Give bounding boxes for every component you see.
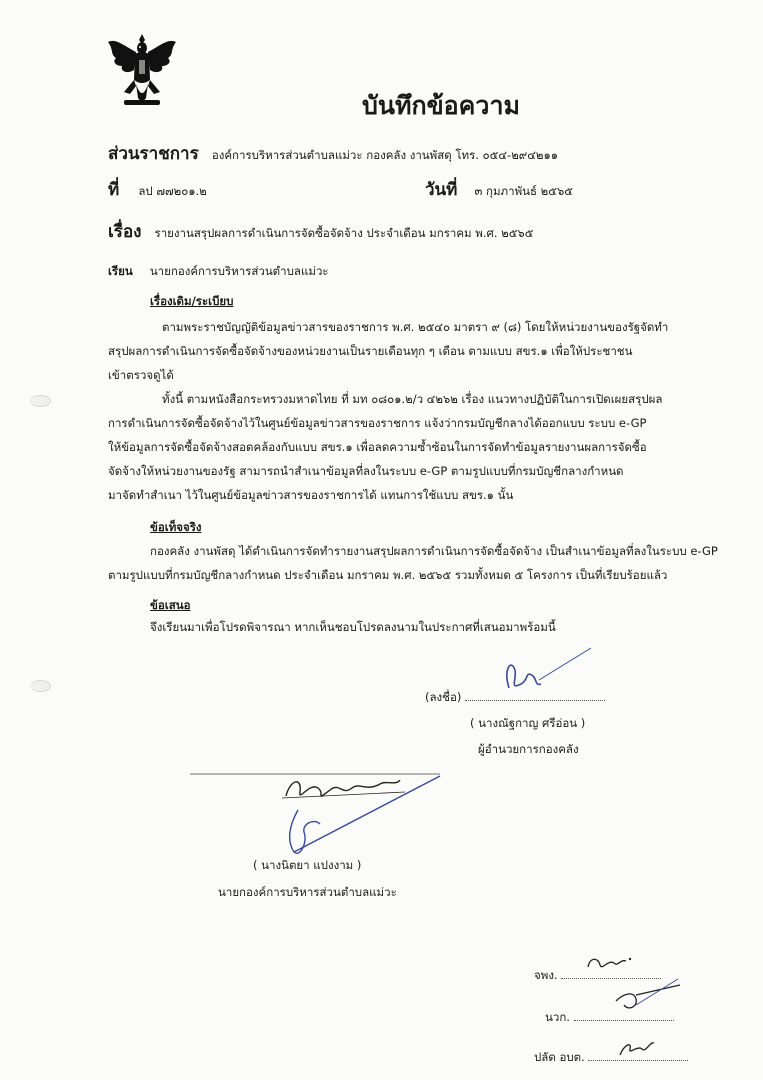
facts-line: กองคลัง งานพัสดุ ได้ดำเนินการจัดทำรายงานสรุปผลการดำเนินการจัดซื้อจัดจ้าง เป็นสำเนาข้อมูลที่ลงในระบบ e-GP	[150, 544, 718, 558]
routing-initials-icon	[580, 945, 700, 1070]
to-label: เรียน	[108, 264, 133, 278]
approver-signature-icon	[190, 762, 450, 872]
background-line: มาจัดทำสำเนา ไว้ในศูนย์ข้อมูลข่าวสารของราชการได้ แทนการใช้แบบ สขร.๑ นั้น	[108, 488, 514, 502]
to-row	[108, 260, 329, 281]
garuda-emblem-icon	[106, 32, 178, 110]
background-line: ทั้งนี้ ตามหนังสือกระทรวงมหาดไทย ที่ มท ๐๘๐๑.๒/ว ๔๒๖๒ เรื่อง แนวทางปฏิบัติในการเปิดเผยสรุปผล	[162, 392, 663, 406]
approver-name: ( นางนิตยา แปงงาม )	[253, 858, 362, 872]
subject-row	[108, 218, 533, 245]
memo-title: บันทึกข้อความ	[362, 91, 520, 120]
subject-value: รายงานสรุปผลการดำเนินการจัดซื้อจัดจ้าง ประจำเดือน มกราคม พ.ศ. ๒๕๖๕	[154, 226, 534, 240]
background-line: ตามพระราชบัญญัติข้อมูลข่าวสารของราชการ พ.ศ. ๒๕๔๐ มาตรา ๙ (๘) โดยให้หน่วยงานของรัฐจัดทำ	[162, 320, 669, 334]
agency-value: องค์การบริหารส่วนตำบลแม่วะ กองคลัง งานพัสดุ โทร. ๐๕๔-๒๙๔๒๑๑	[211, 148, 559, 162]
date-label: วันที่	[425, 180, 458, 200]
proposal-heading: ข้อเสนอ	[150, 598, 191, 612]
ref-value: ลป ๗๗๒๐๑.๒	[138, 184, 207, 198]
agency-row	[108, 140, 558, 167]
date-value: ๓ กุมภาพันธ์ ๒๕๖๕	[474, 184, 573, 198]
ref-row	[108, 176, 207, 203]
sign-line	[465, 690, 605, 701]
routing-label: ปลัด อบต.	[534, 1050, 585, 1064]
agency-label: ส่วนราชการ	[108, 144, 199, 164]
sign-row	[425, 690, 605, 704]
background-line: การดำเนินการจัดซื้อจัดจ้างไว้ในศูนย์ข้อมูลข่าวสารของราชการ แจ้งว่ากรมบัญชีกลางได้ออกแบบ ระบบ e-GP	[108, 416, 647, 430]
ref-label: ที่	[108, 180, 120, 200]
date-row	[425, 176, 573, 203]
background-line: สรุปผลการดำเนินการจัดซื้อจัดจ้างของหน่วยงานเป็นรายเดือนทุก ๆ เดือน ตามแบบ สขร.๑ เพื่อให้ประชาชน	[108, 344, 633, 358]
approver-position: นายกองค์การบริหารส่วนตำบลแม่วะ	[218, 885, 397, 899]
background-line: จัดจ้างให้หน่วยงานของรัฐ สามารถนำสำเนาข้อมูลที่ลงในระบบ e-GP ตามรูปแบบที่กรมบัญชีกลางกำหนด	[108, 464, 624, 478]
background-heading: เรื่องเดิม/ระเบียบ	[150, 294, 234, 308]
subject-label: เรื่อง	[108, 222, 142, 242]
proposal-line: จึงเรียนมาเพื่อโปรดพิจารณา หากเห็นชอบโปรดลงนามในประกาศที่เสนอมาพร้อมนี้	[150, 620, 556, 634]
routing-label: นวก.	[545, 1010, 570, 1024]
punch-hole	[30, 680, 51, 692]
background-line: ให้ข้อมูลการจัดซื้อจัดจ้างสอดคล้องกับแบบ สขร.๑ เพื่อลดความซ้ำซ้อนในการจัดทำข้อมูลรายงานผลการจัดซื้อ	[108, 440, 647, 454]
routing-label: จพง.	[534, 968, 558, 982]
background-line: เข้าตรวจดูได้	[108, 368, 174, 382]
signer-position: ผู้อำนวยการกองคลัง	[478, 742, 579, 756]
punch-hole	[30, 395, 51, 407]
signer-name: ( นางณัฐกาญ ศรีอ่อน )	[470, 716, 586, 730]
facts-line: ตามรูปแบบที่กรมบัญชีกลางกำหนด ประจำเดือน มกราคม พ.ศ. ๒๕๖๕ รวมทั้งหมด ๕ โครงการ เป็นที่เรียบร้อยแล้ว	[108, 568, 668, 582]
facts-heading: ข้อเท็จจริง	[150, 520, 202, 534]
sign-label: (ลงชื่อ)	[425, 690, 462, 704]
to-value: นายกองค์การบริหารส่วนตำบลแม่วะ	[149, 264, 329, 278]
